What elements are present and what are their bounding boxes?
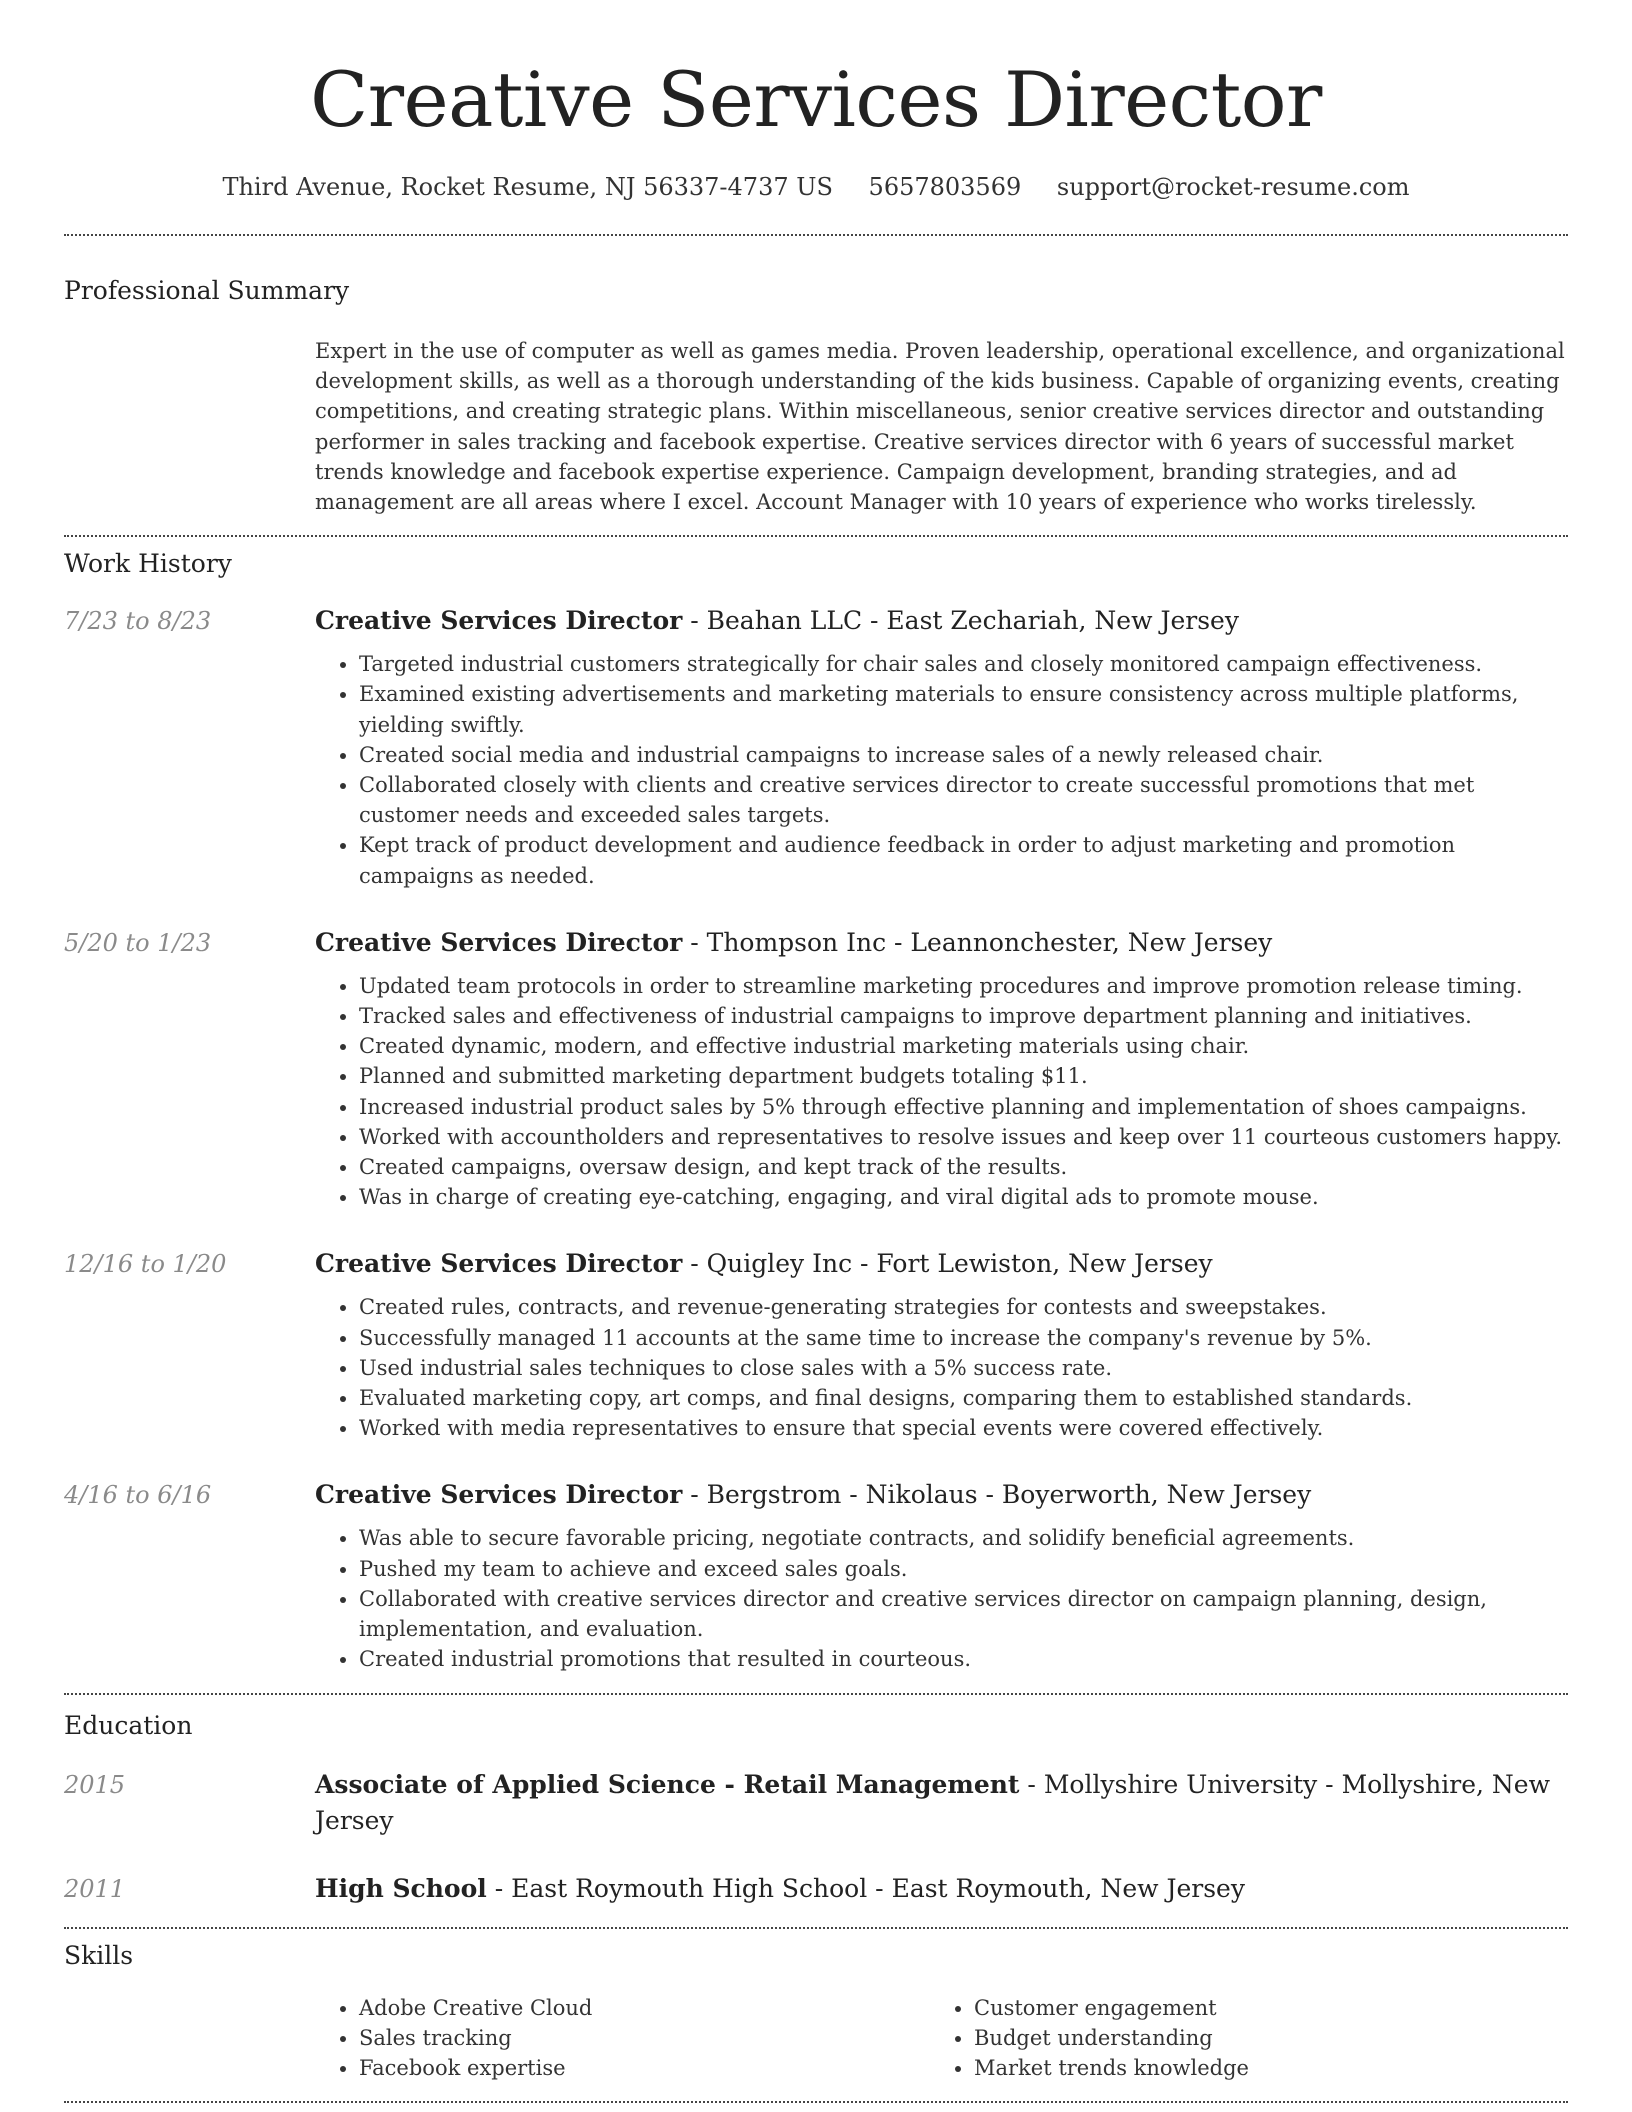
list-item: • Kept track of product development and audience feedback in order to adjust marketing and promotion campaigns as needed. (359, 830, 1568, 890)
list-item: • Created social media and industrial campaigns to increase sales of a newly released chair. (359, 740, 1568, 770)
skill-item: • Facebook expertise (359, 2053, 930, 2083)
job-details: - Beahan LLC - East Zechariah, New Jersey (682, 606, 1239, 636)
summary-text: Expert in the use of computer as well as games media. Proven leadership, operational excellence, and organizational development skills, as well as a thorough understanding of the kids business. Capable of organizing events, creating competitions, and creating strategic plans. Within miscellaneous, senior creative services director and outstanding performer in sales tracking and facebook expertise. Creative services director with 6 years of successful market trends knowledge and facebook expertise experience. Campaign development, branding strategies, and ad management are all areas where I excel. Account Manager with 10 years of experience who works tirelessly. (315, 339, 1565, 515)
list-item: • Targeted industrial customers strategically for chair sales and closely monitored campaign effectiveness. (359, 649, 1568, 679)
list-item: • Worked with media representatives to ensure that special events were covered effectively. (359, 1413, 1568, 1443)
section-title-education: Education (64, 1710, 193, 1740)
contact-address: Third Avenue, Rocket Resume, NJ 56337-4737 US (222, 173, 833, 201)
education-details: - Mollyshire University - Mollyshire, New Jersey (315, 1769, 1550, 1835)
skills-list (315, 1993, 1568, 2084)
job-date: 7/23 to 8/23 (64, 607, 212, 636)
skill-item: • Adobe Creative Cloud (359, 1993, 930, 2023)
list-item: • Was in charge of creating eye-catching, engaging, and viral digital ads to promote mouse. (359, 1182, 1568, 1212)
job-entry (64, 1477, 1568, 1674)
list-item: • Evaluated marketing copy, art comps, and final designs, comparing them to established standards. (359, 1383, 1568, 1413)
job-entry (64, 603, 1568, 891)
list-item: • Created rules, contracts, and revenue-generating strategies for contests and sweepstakes. (359, 1292, 1568, 1322)
job-bullets (315, 1292, 1568, 1443)
list-item: • Increased industrial product sales by 5% through effective planning and implementation of shoes campaigns. (359, 1092, 1568, 1122)
education-degree: High School (315, 1873, 487, 1903)
list-item: • Created campaigns, oversaw design, and kept track of the results. (359, 1152, 1568, 1182)
candidate-name: Creative Services Director (310, 55, 1322, 144)
list-item: • Updated team protocols in order to streamline marketing procedures and improve promotion release timing. (359, 971, 1568, 1001)
skills-column-left (315, 1993, 930, 2084)
education-degree: Associate of Applied Science - Retail Management (315, 1769, 1020, 1799)
job-bullets (315, 971, 1568, 1213)
job-details: - Quigley Inc - Fort Lewiston, New Jersey (682, 1249, 1213, 1279)
education-title (315, 1767, 1568, 1839)
job-title (315, 1246, 1568, 1282)
job-entry (64, 1246, 1568, 1443)
job-bullets (315, 1523, 1568, 1674)
list-item: • Examined existing advertisements and marketing materials to ensure consistency across multiple platforms, yielding swiftly. (359, 679, 1568, 739)
education-title (315, 1871, 1568, 1907)
education-details: - East Roymouth High School - East Roymouth, New Jersey (486, 1873, 1245, 1903)
job-position: Creative Services Director (315, 927, 683, 957)
list-item: • Created dynamic, modern, and effective industrial marketing materials using chair. (359, 1031, 1568, 1061)
skill-item: • Sales tracking (359, 2023, 930, 2053)
section-title-summary: Professional Summary (64, 276, 350, 305)
divider (64, 535, 1568, 537)
divider (64, 1693, 1568, 1695)
job-entry (64, 925, 1568, 1213)
list-item: • Planned and submitted marketing department budgets totaling $11. (359, 1061, 1568, 1091)
job-position: Creative Services Director (315, 1480, 683, 1510)
contact-email: support@rocket-resume.com (1056, 173, 1410, 201)
job-date: 12/16 to 1/20 (64, 1250, 227, 1279)
education-entry (64, 1871, 1568, 1907)
job-date: 4/16 to 6/16 (64, 1481, 212, 1510)
divider (64, 234, 1568, 236)
divider (64, 1927, 1568, 1929)
job-details: - Bergstrom - Nikolaus - Boyerworth, New Jersey (682, 1480, 1312, 1510)
resume-page (64, 0, 1568, 2103)
divider (64, 2101, 1568, 2103)
job-bullets (315, 649, 1568, 891)
contact-phone: 5657803569 (868, 173, 1022, 201)
list-item: • Worked with accountholders and representatives to resolve issues and keep over 11 courteous customers happy. (359, 1122, 1568, 1152)
list-item: • Was able to secure favorable pricing, negotiate contracts, and solidify beneficial agreements. (359, 1523, 1568, 1553)
job-details: - Thompson Inc - Leannonchester, New Jersey (682, 927, 1273, 957)
list-item: • Used industrial sales techniques to close sales with a 5% success rate. (359, 1353, 1568, 1383)
job-position: Creative Services Director (315, 1249, 683, 1279)
list-item: • Created industrial promotions that resulted in courteous. (359, 1644, 1568, 1674)
job-position: Creative Services Director (315, 606, 683, 636)
skill-item: • Budget understanding (974, 2023, 1545, 2053)
job-title (315, 603, 1568, 639)
list-item: • Tracked sales and effectiveness of industrial campaigns to improve department planning and initiatives. (359, 1001, 1568, 1031)
list-item: • Successfully managed 11 accounts at the same time to increase the company's revenue by 5%. (359, 1323, 1568, 1353)
job-date: 5/20 to 1/23 (64, 928, 212, 957)
list-item: • Collaborated with creative services director and creative services director on campaign planning, design, implementation, and evaluation. (359, 1584, 1568, 1644)
list-item: • Pushed my team to achieve and exceed sales goals. (359, 1554, 1568, 1584)
job-title (315, 925, 1568, 961)
section-title-skills: Skills (64, 1940, 134, 1970)
list-item: • Collaborated closely with clients and creative services director to create successful promotions that met customer needs and exceeded sales targets. (359, 770, 1568, 830)
skill-item: • Market trends knowledge (974, 2053, 1545, 2083)
job-title (315, 1477, 1568, 1513)
contact-line (64, 170, 1568, 204)
section-title-work-history: Work History (64, 549, 232, 579)
education-entry (64, 1767, 1568, 1839)
skills-column-right (930, 1993, 1545, 2084)
education-year: 2015 (64, 1770, 126, 1799)
education-year: 2011 (64, 1874, 126, 1903)
skill-item: • Customer engagement (974, 1993, 1545, 2023)
